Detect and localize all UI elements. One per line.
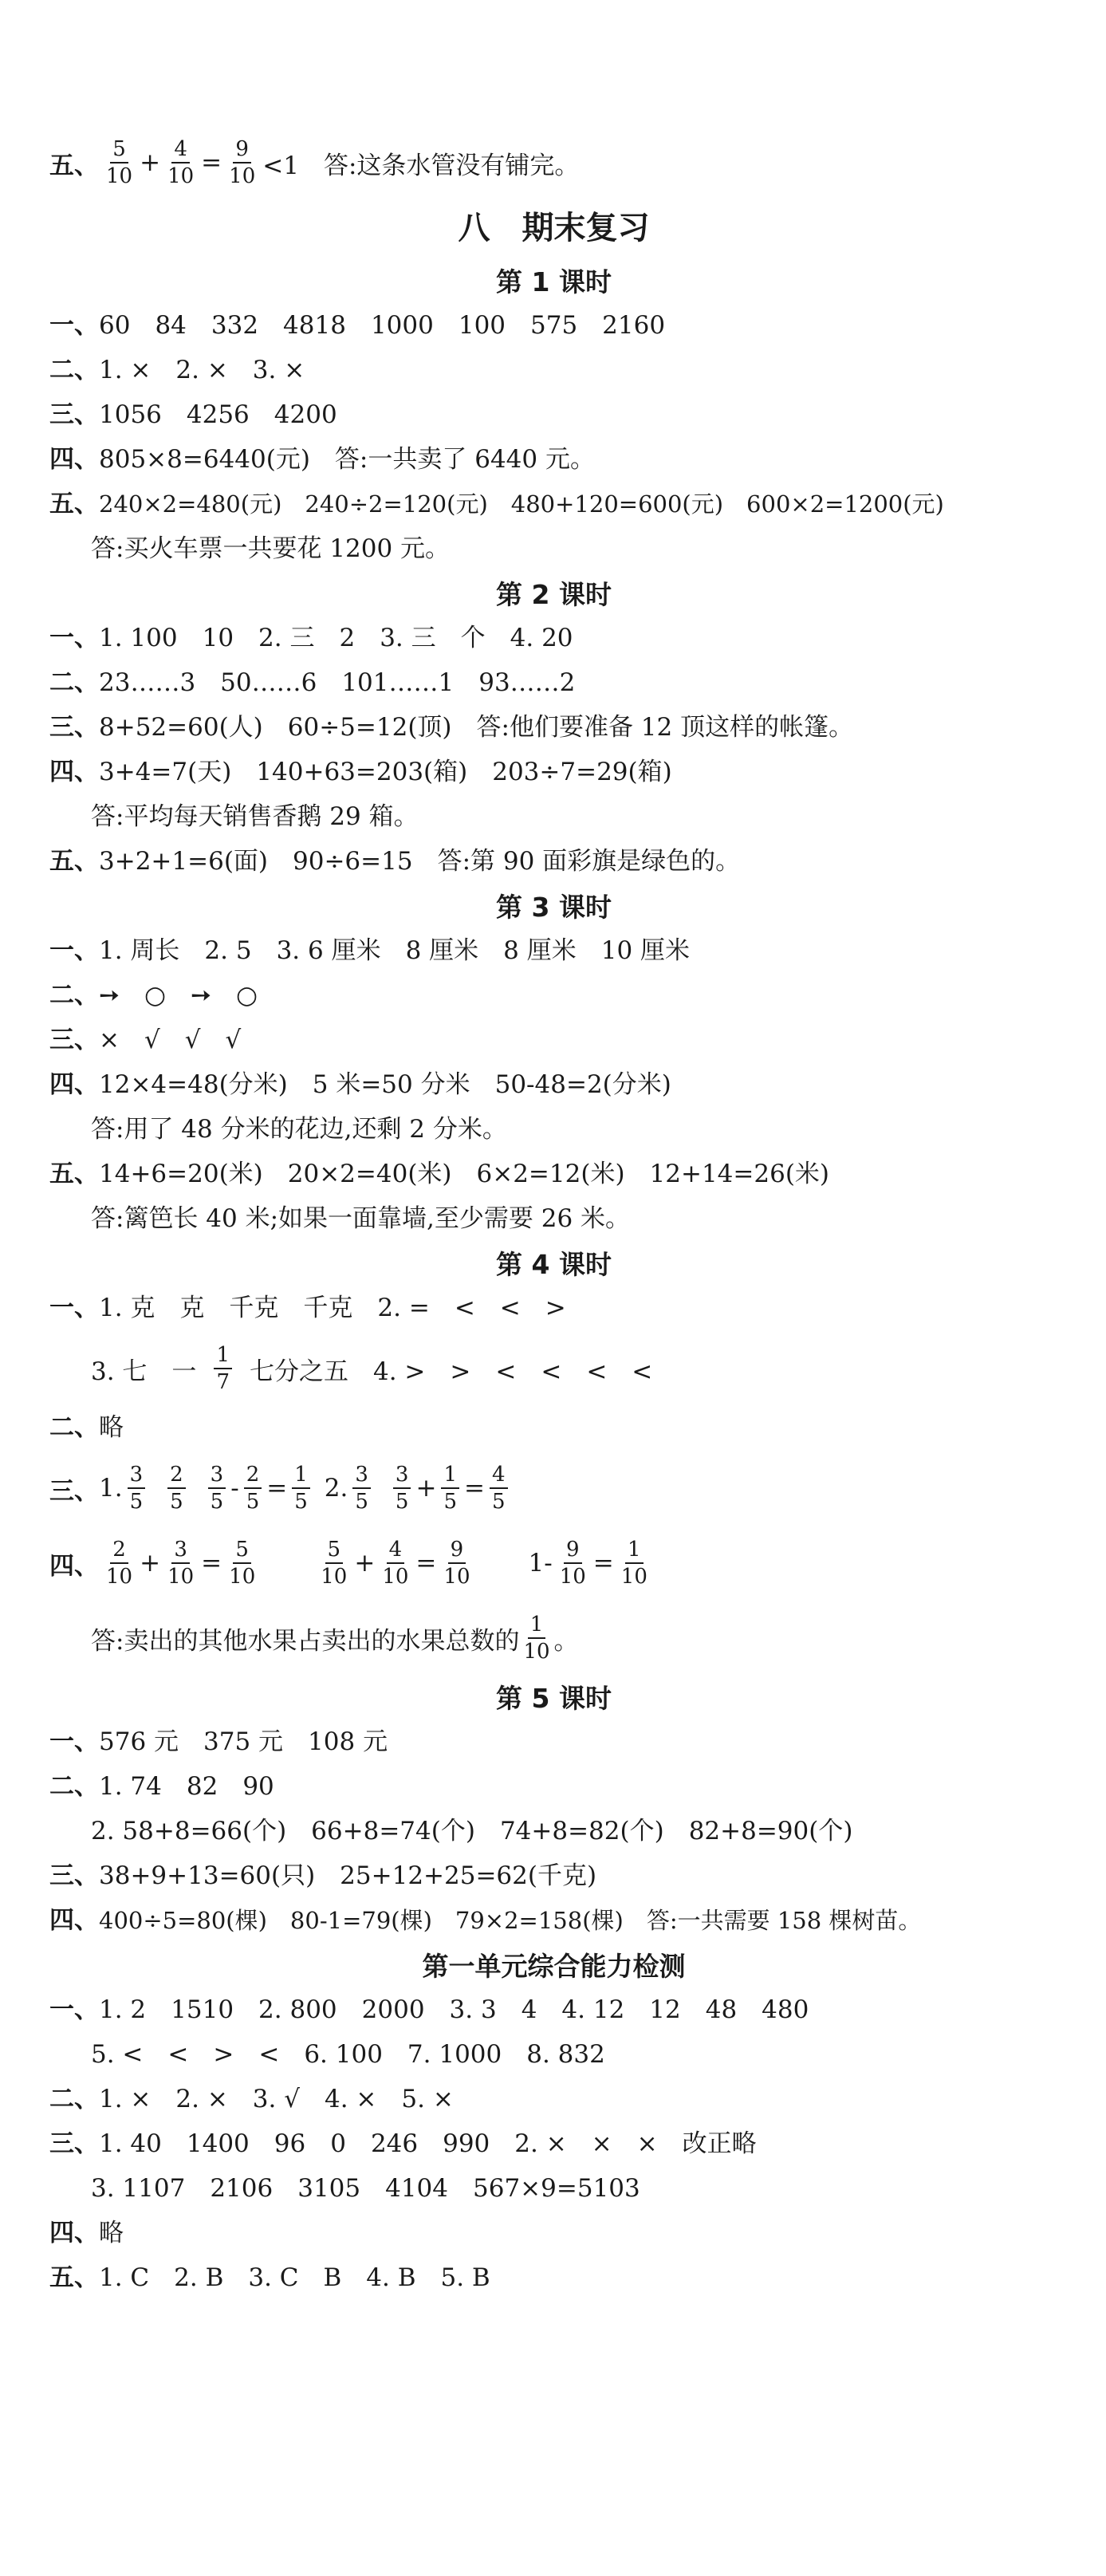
- answer-line: 三、38+9+13=60(只) 25+12+25=62(千克): [49, 1861, 597, 1890]
- answer-line: 二、1. × 2. × 3. √ 4. × 5. ×: [49, 2085, 454, 2113]
- fraction: $\frac{4}{10}$: [167, 137, 195, 188]
- answer-line: 四、略: [49, 2219, 124, 2247]
- lesson-title: 第 2 课时: [496, 579, 612, 610]
- answer-line: 答:用了 48 分米的花边,还剩 2 分米。: [91, 1115, 507, 1144]
- answer-line: 四、805×8=6440(元) 答:一共卖了 6440 元。: [49, 445, 595, 474]
- answer-line: 四、12×4=48(分米) 5 米=50 分米 50-48=2(分米): [49, 1070, 671, 1099]
- lesson-title: 第 3 课时: [496, 892, 612, 923]
- fraction: $\frac{1}{10}$: [620, 1538, 647, 1589]
- answer-line: 2. 58+8=66(个) 66+8=74(个) 74+8=82(个) 82+8=90(个): [91, 1817, 853, 1845]
- answer-line: 二、1. × 2. × 3. ×: [49, 356, 305, 384]
- answer-line: 5. < < > < 6. 100 7. 1000 8. 832: [91, 2040, 605, 2069]
- answer-line: 二、23……3 50……6 101……1 93……2: [49, 668, 576, 697]
- fraction: $\frac{1}{5}$: [441, 1463, 459, 1513]
- arrow-circle-answers: ➙ ○ ➙ ○: [99, 981, 258, 1010]
- answer-line: 二、➙ ○ ➙ ○: [49, 981, 258, 1010]
- answer-text: <1 答:这条水管没有铺完。: [262, 151, 580, 180]
- answer-line: 一、1. 2 1510 2. 800 2000 3. 3 4 4. 12 12 48 480: [49, 1995, 809, 2024]
- answer-line: 答:篱笆长 40 米;如果一面靠墙,至少需要 26 米。: [91, 1204, 631, 1233]
- answer-line: 三、 1. 3 5 2 5 3 5 - $\frac{2}{5}$ = $\frac{1}{5}$ 2. 3 5 3 5 + $\frac{1}{5}$ = $\frac{4}{5}$: [49, 1456, 1058, 1520]
- fraction: 2 10: [106, 1538, 133, 1589]
- answer-line: 一、1. 克 克 千克 千克 2. = < < >: [49, 1294, 566, 1322]
- fraction: 5 10: [321, 1538, 348, 1589]
- fraction: $\frac{3}{10}$: [167, 1538, 195, 1589]
- answer-line: 五、14+6=20(米) 20×2=40(米) 6×2=12(米) 12+14=26(米): [49, 1160, 830, 1188]
- answer-line: 三、1. 40 1400 96 0 246 990 2. × × × 改正略: [49, 2129, 757, 2158]
- fraction: $\frac{9}{10}$: [443, 1538, 470, 1589]
- fraction: $\frac{4}{10}$: [382, 1538, 409, 1589]
- fraction: 3 5: [352, 1463, 371, 1513]
- fraction: $\frac{9}{10}$: [559, 1538, 586, 1589]
- fraction: 3 5: [393, 1463, 411, 1513]
- answer-line: 四、400÷5=80(棵) 80-1=79(棵) 79×2=158(棵) 答:一共需要 158 棵树苗。: [49, 1906, 922, 1935]
- top-answer-line: 五、 5 10 + $\frac{4}{10}$ = $\frac{9}{10}$ <1 答:这条水管没有铺完。: [49, 137, 580, 188]
- item-label: 五、: [49, 151, 99, 180]
- answer-line: 四、 2 10 + $\frac{3}{10}$ = $\frac{5}{10}$ 5 10 + $\frac{4}{10}$ = $\frac{9}{10}$ 1- $\frac{9}{10}$ = $\frac{1}{10}$: [49, 1531, 1058, 1595]
- answer-line: 三、× √ √ √: [49, 1026, 242, 1054]
- answer-line: 二、1. 74 82 90: [49, 1772, 274, 1801]
- answer-line: 五、3+2+1=6(面) 90÷6=15 答:第 90 面彩旗是绿色的。: [49, 847, 741, 876]
- fraction: 1 7: [214, 1344, 232, 1393]
- answer-line: 三、1056 4256 4200: [49, 400, 337, 429]
- lesson-title: 第 4 课时: [496, 1249, 612, 1280]
- answer-line: 二、略: [49, 1413, 124, 1442]
- answer-line: 答:卖出的其他水果占卖出的水果总数的 1 10 。: [91, 1613, 579, 1664]
- answer-line: 3. 七 一 1 7 七分之五 4. > > < < < <: [91, 1343, 653, 1394]
- fraction: $\frac{4}{5}$: [490, 1463, 508, 1513]
- answer-line: 一、576 元 375 元 108 元: [49, 1727, 388, 1756]
- answer-line: 一、1. 100 10 2. 三 2 3. 三 个 4. 20: [49, 624, 573, 652]
- fraction: 5 10: [106, 137, 133, 188]
- chapter-title: 八 期末复习: [458, 210, 650, 246]
- answer-line: 3. 1107 2106 3105 4104 567×9=5103: [91, 2174, 640, 2203]
- answer-line: 一、60 84 332 4818 1000 100 575 2160: [49, 311, 666, 340]
- answer-line: 答:买火车票一共要花 1200 元。: [91, 534, 451, 563]
- fraction: 3 5: [208, 1463, 226, 1513]
- answer-line: 四、3+4=7(天) 140+63=203(箱) 203÷7=29(箱): [49, 758, 672, 786]
- lesson-title: 第 1 课时: [496, 266, 612, 297]
- fraction: $\frac{9}{10}$: [229, 137, 256, 188]
- fraction: 3 5: [128, 1463, 146, 1513]
- fraction: 2 5: [167, 1463, 186, 1513]
- fraction: $\frac{2}{5}$: [244, 1463, 262, 1513]
- lesson-title: 第 5 课时: [496, 1683, 612, 1714]
- answer-line: 五、1. C 2. B 3. C B 4. B 5. B: [49, 2263, 490, 2292]
- fraction: $\frac{5}{10}$: [229, 1538, 256, 1589]
- answer-line: 答:平均每天销售香鹅 29 箱。: [91, 802, 419, 831]
- fraction: 1 10: [523, 1613, 550, 1664]
- answer-line: 一、1. 周长 2. 5 3. 6 厘米 8 厘米 8 厘米 10 厘米: [49, 936, 691, 965]
- answer-line: 三、8+52=60(人) 60÷5=12(顶) 答:他们要准备 12 顶这样的帐篷。: [49, 713, 854, 742]
- answer-line: 五、240×2=480(元) 240÷2=120(元) 480+120=600(元) 600×2=1200(元): [49, 490, 944, 518]
- section-title: 第一单元综合能力检测: [422, 1951, 686, 1982]
- fraction: $\frac{1}{5}$: [292, 1463, 310, 1513]
